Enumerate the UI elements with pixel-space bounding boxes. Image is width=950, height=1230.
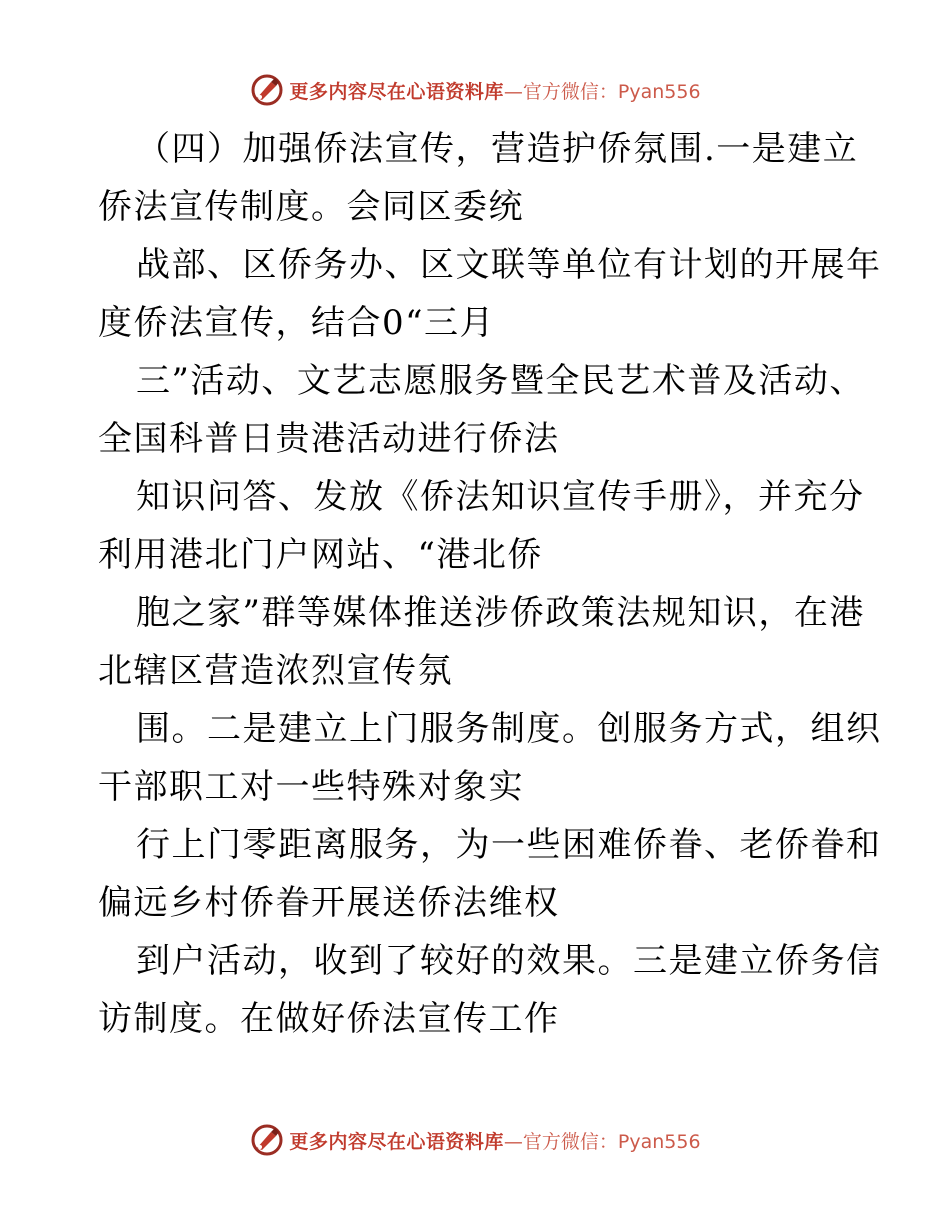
body-line: 知识问答、发放《侨法知识宣传手册》，并充分 [136,477,865,517]
body-line: 度侨法宣传，结合0“三月 [98,303,496,343]
header-banner-wechat: —官方微信：Pyan556 [503,80,701,103]
body-line: 访制度。在做好侨法宣传工作 [98,999,560,1039]
body-line: 偏远乡村侨眷开展送侨法维权 [98,883,560,923]
body-line: 围。二是建立上门服务制度。创服务方式，组织 [136,709,882,749]
body-line: 利用港北门户网站、“港北侨 [98,535,543,575]
footer-banner-title: 更多内容尽在心语资料库 [289,1130,504,1153]
body-line: 全国科普日贵港活动进行侨法 [98,419,560,459]
body-line: 战部、区侨务办、区文联等单位有计划的开展年 [136,245,882,285]
body-line: （四）加强侨法宣传，营造护侨氛围.一是建立 [136,129,859,169]
pen-nib-logo-icon [249,72,285,108]
header-banner-title: 更多内容尽在心语资料库 [289,80,504,103]
pen-nib-logo-icon [249,1122,285,1158]
body-line: 干部职工对一些特殊对象实 [98,767,524,807]
body-line: 到户活动，收到了较好的效果。三是建立侨务信 [136,941,882,981]
body-line: 北辖区营造浓烈宣传氛 [98,651,453,691]
document-body [98,120,882,1048]
body-line: 胞之家”群等媒体推送涉侨政策法规知识，在港 [136,593,865,633]
footer-banner [0,1120,950,1160]
body-line: 侨法宣传制度。会同区委统 [98,187,524,227]
body-line: 三”活动、文艺志愿服务暨全民艺术普及活动、 [136,361,865,401]
body-line: 行上门零距离服务，为一些困难侨眷、老侨眷和 [136,825,882,865]
footer-banner-wechat: —官方微信：Pyan556 [503,1130,701,1153]
header-banner [0,70,950,110]
